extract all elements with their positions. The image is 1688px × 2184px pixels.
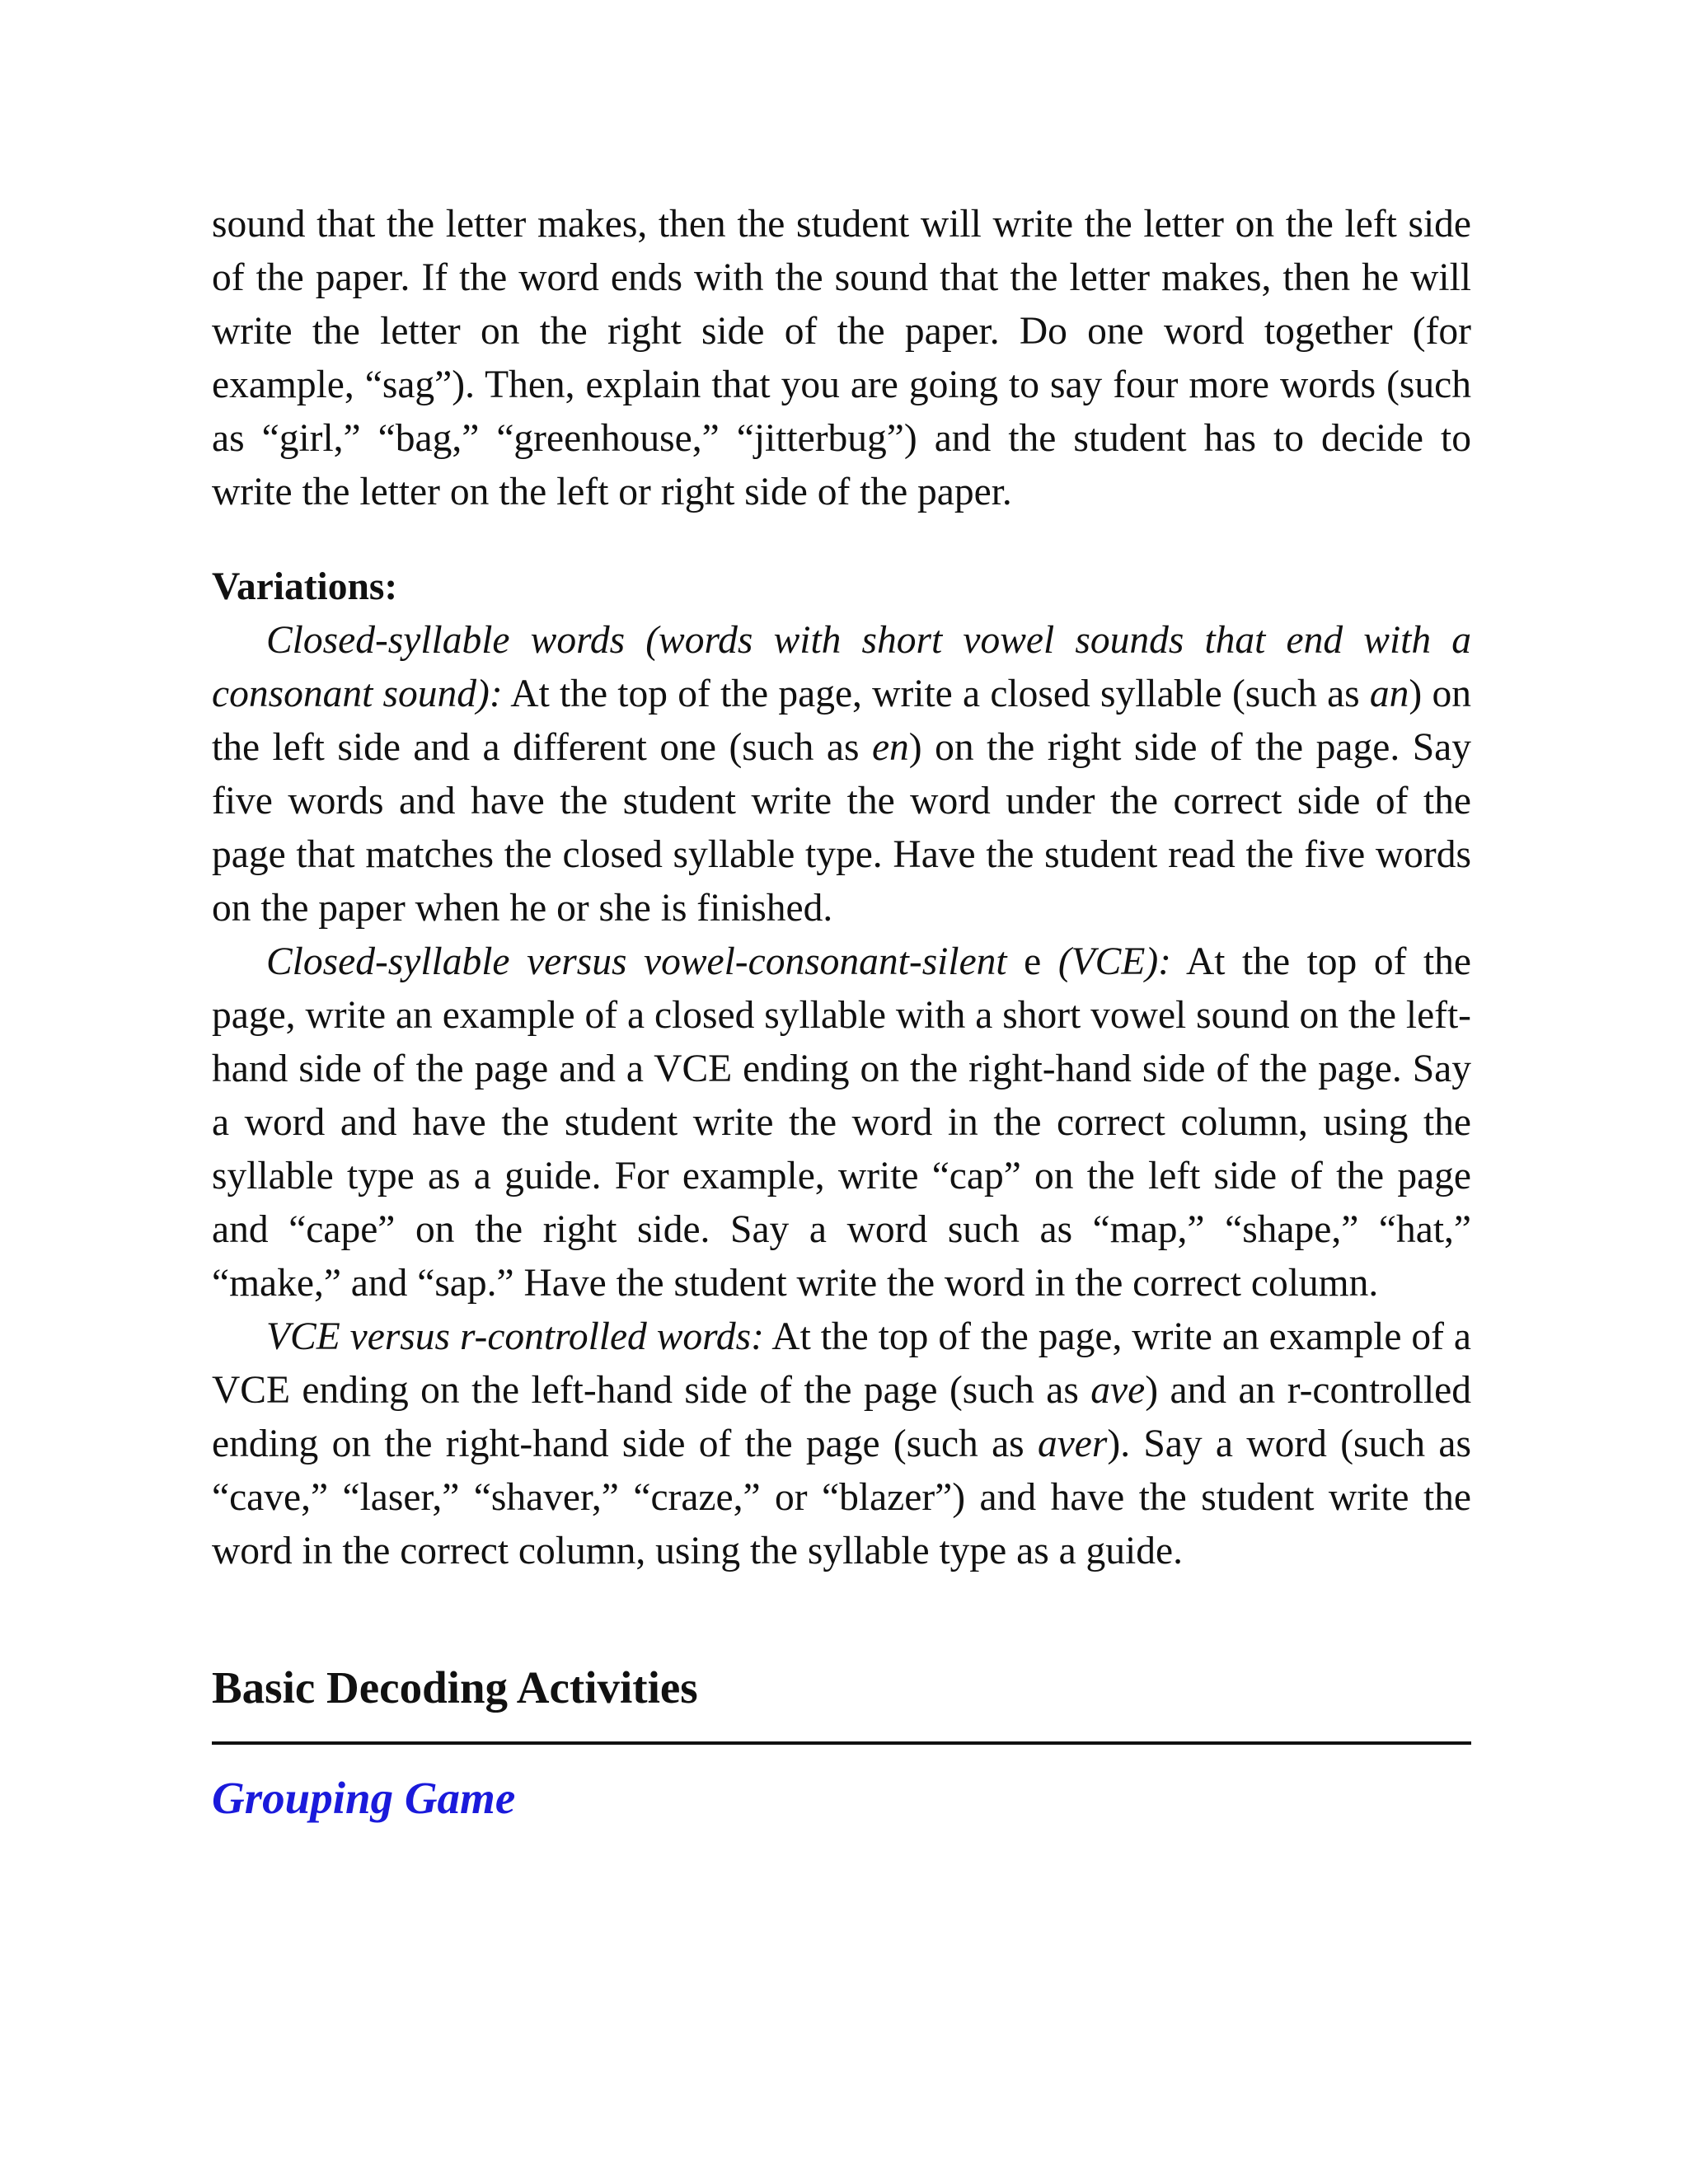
document-page (212, 198, 1471, 1827)
vce-vs-r-text-2: ) and an r-controlled ending on the right-hand side of the page (such as (212, 1369, 1471, 1465)
closed-syllable-text-2: ) on the left side and a different one (such as (212, 673, 1471, 769)
closed-vs-vce-text: At the top of the page, write an example of a closed syllable with a short vowel sound on the left-hand side of the page and a VCE ending on the right-hand side of the page. Say a word and have the student write the word in the correct column, using the syllable type as a guide. For example, write “cap” on the left side of the page and “cape” on the right side. Say a word such as “map,” “shape,” “hat,” “make,” and “sap.” Have the student write the word in the correct column. (212, 940, 1471, 1305)
vce-vs-r-example-1: ave (1090, 1369, 1146, 1412)
closed-syllable-text-1: At the top of the page, write a closed syllable (such as (502, 673, 1370, 715)
variations-heading: Variations: (212, 565, 398, 608)
closed-syllable-text-3: ) on the right side of the page. Say five words and have the student write the word under the correct side of the page that matches the closed syllable type. Have the student read the five words on the paper when he or she is finished. (212, 726, 1471, 930)
vce-vs-r-example-2: aver (1037, 1422, 1108, 1465)
section-divider (212, 1741, 1471, 1745)
closed-syllable-example-1: an (1369, 673, 1409, 715)
closed-syllable-paragraph (212, 614, 1471, 935)
closed-vs-vce-title-2: (VCE): (1041, 940, 1171, 983)
closed-syllable-title: Closed-syllable words (words with short vowel sounds that end with a consonant sound): (212, 619, 1471, 715)
vce-vs-r-text-1: At the top of the page, write an example of a VCE ending on the left-hand side of the page (such as (212, 1315, 1472, 1412)
closed-syllable-example-2: en (871, 726, 909, 769)
activity-title: Grouping Game (212, 1773, 516, 1823)
vce-vs-r-title: VCE versus r-controlled words: (266, 1315, 764, 1358)
closed-vs-vce-paragraph (212, 935, 1471, 1310)
closed-vs-vce-title-1: Closed-syllable versus vowel-consonant-silent (266, 940, 1025, 983)
vce-vs-r-paragraph (212, 1310, 1471, 1578)
intro-paragraph: sound that the letter makes, then the student will write the letter on the left side of the paper. If the word ends with the sound that the letter makes, then he will write the letter on the right side of the paper. Do one word together (for example, “sag”). Then, explain that you are going to say four more words (such as “girl,” “bag,” “greenhouse,” “jitterbug”) and the student has to decide to write the letter on the left or right side of the paper. (212, 203, 1471, 513)
section-heading: Basic Decoding Activities (212, 1662, 698, 1713)
vce-vs-r-text-3: ). Say a word (such as “cave,” “laser,” “shaver,” “craze,” or “blazer”) and have the student write the word in the correct column, using the syllable type as a guide. (212, 1422, 1472, 1572)
closed-vs-vce-title-letter: e (1024, 940, 1042, 983)
